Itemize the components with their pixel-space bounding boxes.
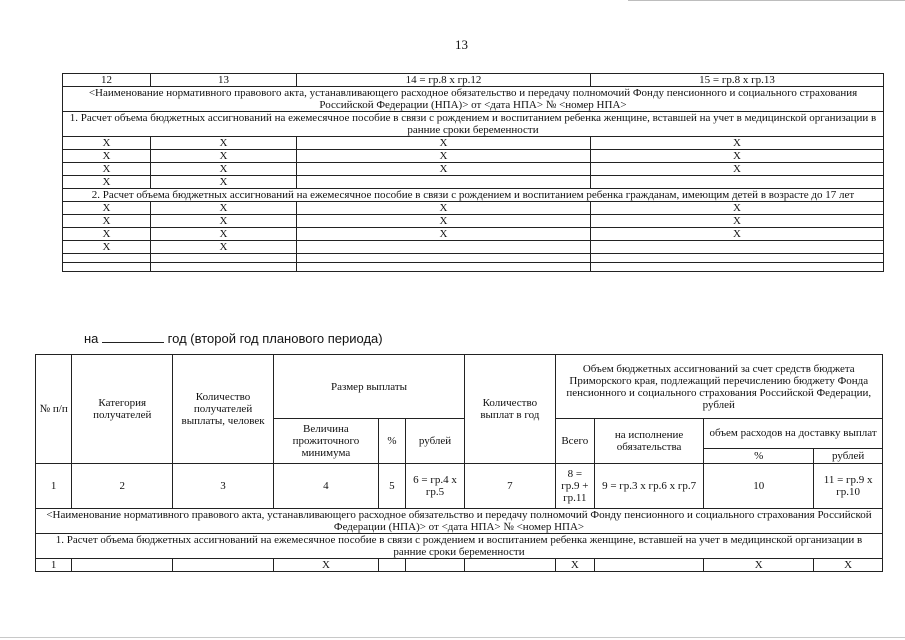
column-numbers-row [63,74,884,87]
column-number: 13 [151,74,297,87]
x-mark: X [151,241,297,254]
column-number: 12 [63,74,151,87]
x-mark: X [591,137,884,150]
page-number: 13 [455,37,468,52]
header-delivery-rubles: рублей [814,448,883,463]
row-number: 1 [36,559,72,572]
header-num: № п/п [36,355,72,464]
section-title: 1. Расчет объема бюджетных ассигнований на ежемесячное пособие в связи с рождением и воспитанием ребенка женщине, вставшей на учет в медицинской организации в ранние сроки беременности [36,534,883,559]
x-mark: X [151,150,297,163]
column-number: 10 [704,464,814,509]
x-mark: X [297,228,591,241]
x-mark: X [297,163,591,176]
empty-cell [591,241,884,254]
x-mark: X [591,215,884,228]
section-title: 2. Расчет объема бюджетных ассигнований на ежемесячное пособие в связи с рождением и воспитанием ребенка гражданам, имеющим детей в возрасте до 17 лет [63,189,884,202]
header-rubles: рублей [405,419,464,464]
x-mark: X [63,137,151,150]
empty-cell [173,559,274,572]
header-budget-volume: Объем бюджетных ассигнований за счет средств бюджета Приморского края, подлежащий перечислению бюджету Фонда пенсионного и социального страхования Российской Федерации, рублей [555,355,882,419]
plan-suffix: год (второй год планового периода) [167,331,383,346]
column-number: 8 = гр.9 + гр.11 [555,464,594,509]
table-row [36,559,883,572]
table-row [63,176,884,189]
column-number: 14 = гр.8 x гр.12 [297,74,591,87]
column-number: 7 [465,464,555,509]
x-mark: X [151,215,297,228]
calculation-table-second-plan-year [35,354,883,572]
x-mark: X [591,228,884,241]
column-number: 5 [378,464,405,509]
column-number: 1 [36,464,72,509]
npa-heading: <Наименование нормативного правового акта, устанавливающего расходное обязательство и передачу полномочий Фонду пенсионного и социального страхования Российской Федерации (НПА)> от <дата НПА> № <номер НПА> [36,509,883,534]
table-row [63,254,884,263]
planning-period-line [84,331,383,346]
x-mark: X [591,150,884,163]
x-mark: X [273,559,378,572]
header-percent: % [378,419,405,464]
empty-cell [72,559,173,572]
empty-cell [595,559,704,572]
bottom-edge-line [0,637,905,638]
x-mark: X [151,163,297,176]
header-delivery-percent: % [704,448,814,463]
header-payments-per-year: Количество выплат в год [465,355,555,464]
header-category: Категория получателей [72,355,173,464]
table-row [63,215,884,228]
x-mark: X [63,150,151,163]
header-delivery-volume: объем расходов на доставку выплат [704,419,883,449]
column-number: 15 = гр.8 x гр.13 [591,74,884,87]
header-recipients-count: Количество получателей выплаты, человек [173,355,274,464]
empty-cell [297,176,591,189]
x-mark: X [63,202,151,215]
x-mark: X [297,215,591,228]
empty-cell [297,241,591,254]
empty-cell [591,176,884,189]
empty-cell [378,559,405,572]
x-mark: X [591,202,884,215]
x-mark: X [63,215,151,228]
x-mark: X [151,176,297,189]
table-row [63,150,884,163]
x-mark: X [555,559,594,572]
x-mark: X [63,176,151,189]
x-mark: X [297,150,591,163]
column-number: 11 = гр.9 х гр.10 [814,464,883,509]
x-mark: X [151,137,297,150]
section-title: 1. Расчет объема бюджетных ассигнований на ежемесячное пособие в связи с рождением и воспитанием ребенка женщине, вставшей на учет в медицинской организации в ранние сроки беременности [63,112,884,137]
column-number: 9 = гр.3 х гр.6 х гр.7 [595,464,704,509]
table-row [63,202,884,215]
npa-heading: <Наименование нормативного правового акта, устанавливающего расходное обязательство и передачу полномочий Фонду пенсионного и социального страхования Российской Федерации (НПА)> от <дата НПА> № <номер НПА> [63,87,884,112]
top-edge-line [628,0,905,1]
empty-cell [465,559,555,572]
column-number: 4 [273,464,378,509]
table-row [63,263,884,272]
table-row [63,137,884,150]
x-mark: X [63,241,151,254]
x-mark: X [63,163,151,176]
x-mark: X [814,559,883,572]
table-row [63,228,884,241]
column-numbers-row [36,464,883,509]
x-mark: X [151,228,297,241]
header-execution: на исполнение обязательства [595,419,704,464]
table-row [63,163,884,176]
header-payment-size: Размер выплаты [273,355,464,419]
column-number: 3 [173,464,274,509]
table-row [63,241,884,254]
x-mark: X [297,202,591,215]
header-total: Всего [555,419,594,464]
calculation-table-continuation [62,73,884,272]
empty-cell [405,559,464,572]
column-number: 6 = гр.4 х гр.5 [405,464,464,509]
x-mark: X [704,559,814,572]
x-mark: X [297,137,591,150]
plan-prefix: на [84,331,99,346]
header-subsistence-minimum: Величина прожиточного минимума [273,419,378,464]
year-blank [102,331,164,343]
x-mark: X [151,202,297,215]
column-number: 2 [72,464,173,509]
x-mark: X [63,228,151,241]
x-mark: X [591,163,884,176]
